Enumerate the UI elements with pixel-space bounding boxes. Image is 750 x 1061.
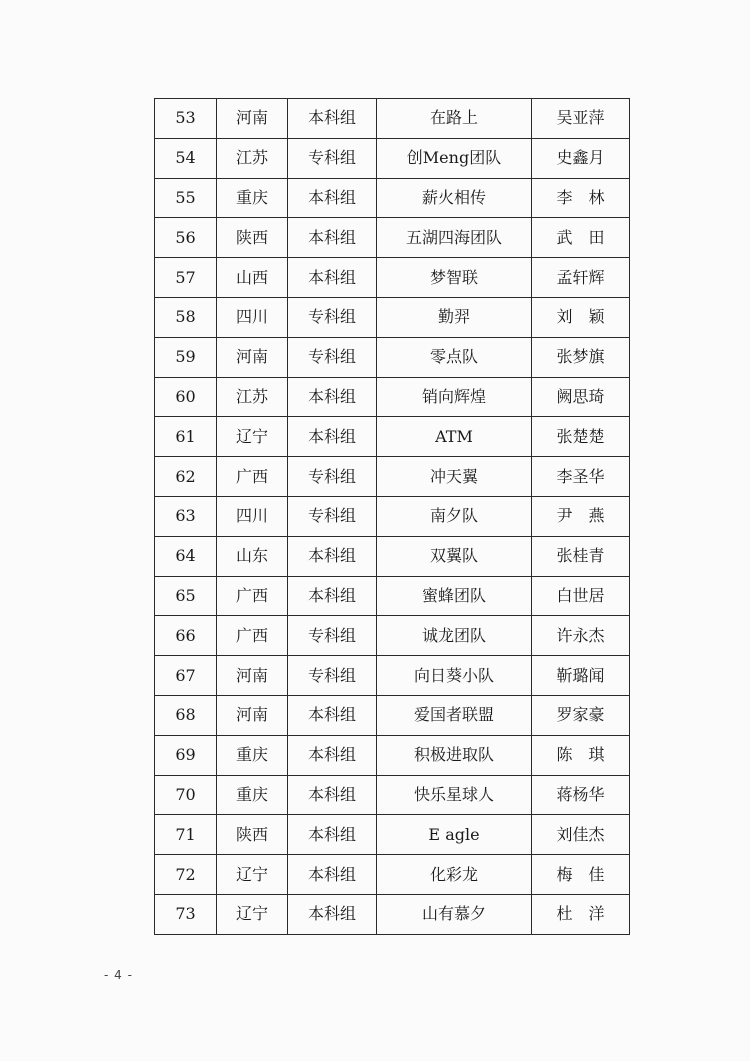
team-name-cell: 销向辉煌 <box>377 377 532 417</box>
province-cell: 重庆 <box>217 735 288 775</box>
team-name-cell: 梦智联 <box>377 258 532 298</box>
team-name-cell: E agle <box>377 815 532 855</box>
row-number: 54 <box>155 138 217 178</box>
table-row <box>155 894 630 934</box>
team-name-cell: 诚龙团队 <box>377 616 532 656</box>
province-cell: 辽宁 <box>217 417 288 457</box>
row-number: 60 <box>155 377 217 417</box>
table-row <box>155 496 630 536</box>
group-cell: 本科组 <box>288 855 377 895</box>
group-cell: 本科组 <box>288 695 377 735</box>
leader-cell: 李 林 <box>532 178 630 218</box>
row-number: 69 <box>155 735 217 775</box>
province-cell: 江苏 <box>217 138 288 178</box>
leader-cell: 孟轩辉 <box>532 258 630 298</box>
row-number: 59 <box>155 337 217 377</box>
table-row <box>155 377 630 417</box>
team-name-cell: 南夕队 <box>377 496 532 536</box>
table-row <box>155 297 630 337</box>
leader-cell: 张楚楚 <box>532 417 630 457</box>
province-cell: 山东 <box>217 536 288 576</box>
table-row <box>155 775 630 815</box>
table-row <box>155 656 630 696</box>
row-number: 67 <box>155 656 217 696</box>
row-number: 65 <box>155 576 217 616</box>
group-cell: 本科组 <box>288 377 377 417</box>
team-name-cell: ATM <box>377 417 532 457</box>
province-cell: 广西 <box>217 576 288 616</box>
province-cell: 重庆 <box>217 775 288 815</box>
province-cell: 河南 <box>217 695 288 735</box>
province-cell: 四川 <box>217 496 288 536</box>
team-name-cell: 勤羿 <box>377 297 532 337</box>
province-cell: 河南 <box>217 99 288 139</box>
leader-cell: 刘 颖 <box>532 297 630 337</box>
leader-cell: 刘佳杰 <box>532 815 630 855</box>
team-name-cell: 积极进取队 <box>377 735 532 775</box>
province-cell: 重庆 <box>217 178 288 218</box>
page-number: - 4 - <box>104 968 133 982</box>
group-cell: 专科组 <box>288 337 377 377</box>
group-cell: 本科组 <box>288 775 377 815</box>
team-name-cell: 快乐星球人 <box>377 775 532 815</box>
leader-cell: 蒋杨华 <box>532 775 630 815</box>
team-name-cell: 创Meng团队 <box>377 138 532 178</box>
leader-cell: 尹 燕 <box>532 496 630 536</box>
leader-cell: 李圣华 <box>532 457 630 497</box>
table-row <box>155 218 630 258</box>
province-cell: 四川 <box>217 297 288 337</box>
province-cell: 辽宁 <box>217 855 288 895</box>
row-number: 57 <box>155 258 217 298</box>
leader-cell: 梅 佳 <box>532 855 630 895</box>
row-number: 71 <box>155 815 217 855</box>
table-row <box>155 138 630 178</box>
row-number: 64 <box>155 536 217 576</box>
row-number: 70 <box>155 775 217 815</box>
province-cell: 辽宁 <box>217 894 288 934</box>
team-name-cell: 山有慕夕 <box>377 894 532 934</box>
row-number: 53 <box>155 99 217 139</box>
group-cell: 本科组 <box>288 99 377 139</box>
leader-cell: 史鑫月 <box>532 138 630 178</box>
leader-cell: 杜 洋 <box>532 894 630 934</box>
province-cell: 河南 <box>217 656 288 696</box>
row-number: 66 <box>155 616 217 656</box>
leader-cell: 武 田 <box>532 218 630 258</box>
province-cell: 陕西 <box>217 218 288 258</box>
group-cell: 专科组 <box>288 297 377 337</box>
group-cell: 本科组 <box>288 218 377 258</box>
leader-cell: 许永杰 <box>532 616 630 656</box>
table-row <box>155 695 630 735</box>
table-row <box>155 735 630 775</box>
row-number: 63 <box>155 496 217 536</box>
leader-cell: 阙思琦 <box>532 377 630 417</box>
leader-cell: 罗家豪 <box>532 695 630 735</box>
province-cell: 陕西 <box>217 815 288 855</box>
table-row <box>155 417 630 457</box>
team-name-cell: 蜜蜂团队 <box>377 576 532 616</box>
group-cell: 本科组 <box>288 417 377 457</box>
group-cell: 专科组 <box>288 138 377 178</box>
row-number: 55 <box>155 178 217 218</box>
group-cell: 专科组 <box>288 457 377 497</box>
table-row <box>155 457 630 497</box>
group-cell: 本科组 <box>288 815 377 855</box>
leader-cell: 吴亚萍 <box>532 99 630 139</box>
team-name-cell: 薪火相传 <box>377 178 532 218</box>
table-row <box>155 815 630 855</box>
group-cell: 本科组 <box>288 735 377 775</box>
table-row <box>155 855 630 895</box>
group-cell: 专科组 <box>288 616 377 656</box>
table-row <box>155 258 630 298</box>
province-cell: 广西 <box>217 457 288 497</box>
province-cell: 河南 <box>217 337 288 377</box>
province-cell: 江苏 <box>217 377 288 417</box>
table-row <box>155 337 630 377</box>
team-name-cell: 化彩龙 <box>377 855 532 895</box>
team-name-cell: 零点队 <box>377 337 532 377</box>
leader-cell: 陈 琪 <box>532 735 630 775</box>
table-body <box>155 99 630 935</box>
table-row <box>155 99 630 139</box>
team-name-cell: 五湖四海团队 <box>377 218 532 258</box>
row-number: 62 <box>155 457 217 497</box>
row-number: 73 <box>155 894 217 934</box>
table-row <box>155 178 630 218</box>
team-name-cell: 在路上 <box>377 99 532 139</box>
row-number: 56 <box>155 218 217 258</box>
leader-cell: 张梦旗 <box>532 337 630 377</box>
row-number: 68 <box>155 695 217 735</box>
province-cell: 广西 <box>217 616 288 656</box>
team-name-cell: 爱国者联盟 <box>377 695 532 735</box>
team-name-cell: 冲天翼 <box>377 457 532 497</box>
group-cell: 本科组 <box>288 258 377 298</box>
group-cell: 本科组 <box>288 894 377 934</box>
group-cell: 专科组 <box>288 496 377 536</box>
row-number: 61 <box>155 417 217 457</box>
row-number: 58 <box>155 297 217 337</box>
row-number: 72 <box>155 855 217 895</box>
group-cell: 本科组 <box>288 536 377 576</box>
leader-cell: 靳璐闻 <box>532 656 630 696</box>
group-cell: 本科组 <box>288 576 377 616</box>
group-cell: 本科组 <box>288 178 377 218</box>
team-roster-table <box>154 98 630 935</box>
table-row <box>155 536 630 576</box>
table-row <box>155 576 630 616</box>
group-cell: 专科组 <box>288 656 377 696</box>
province-cell: 山西 <box>217 258 288 298</box>
team-name-cell: 向日葵小队 <box>377 656 532 696</box>
table-row <box>155 616 630 656</box>
leader-cell: 张桂青 <box>532 536 630 576</box>
leader-cell: 白世居 <box>532 576 630 616</box>
team-name-cell: 双翼队 <box>377 536 532 576</box>
